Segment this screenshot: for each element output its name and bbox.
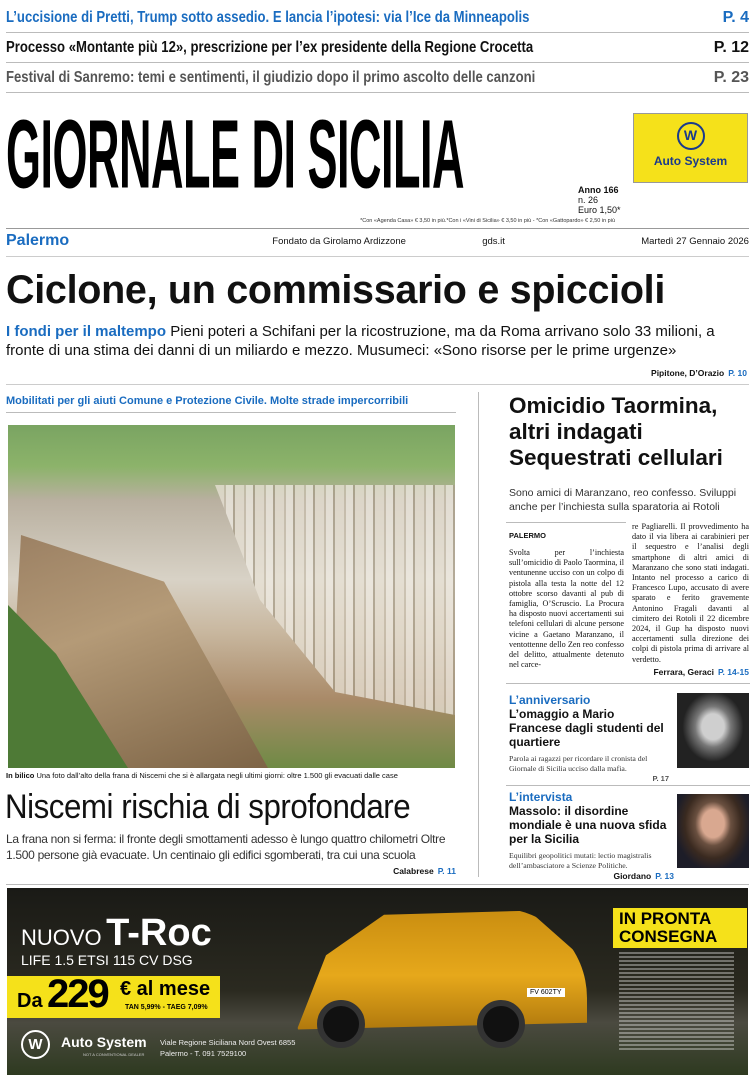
- teaser-page: P. 23: [713, 69, 749, 86]
- ad-price-banner: [7, 972, 220, 1018]
- taormina-byline: [653, 667, 749, 677]
- massolo-article[interactable]: [509, 790, 674, 881]
- taormina-col1: Svolta per l’inchiesta sull’omicidio di Paolo Taormina, il ventunenne ucciso con un colpo di pistola alla testa la notte del 12 ottobre scorso davanti al pub di famiglia, O’Scruscio. La Procura ha disposto nuovi accertamenti sui telefoni cellulari di alcune persone vicine a Gaetano Maranzano, il ventottenne dello Zen reo confesso del delitto, attualmente detenuto nel carce-: [509, 548, 624, 670]
- date: Martedì 27 Gennaio 2026: [641, 235, 749, 247]
- byline: [509, 871, 674, 881]
- vw-logo-icon: W: [677, 122, 705, 150]
- lead-byline: [651, 368, 747, 378]
- teaser-item[interactable]: [6, 3, 749, 33]
- teaser-page: P. 4: [722, 9, 749, 26]
- niscemi-kicker: Mobilitati per gli aiuti Comune e Protezione Civile. Molte strade impercorribili: [6, 395, 409, 407]
- ad-rates: TAN 5,99% - TAEG 7,09%: [125, 1004, 208, 1011]
- kicker: L’intervista: [509, 790, 573, 804]
- ad-brand: Auto System: [61, 1034, 147, 1050]
- author: Ferrara, Geraci: [653, 667, 714, 677]
- edition-info: [578, 185, 621, 215]
- info-bar: [6, 231, 749, 251]
- lead-headline[interactable]: Ciclone, un commissario e spiccioli: [6, 268, 666, 312]
- ad-da: Da: [17, 990, 43, 1012]
- headline: Massolo: il disordine mondiale è una nuova sfida per la Sicilia: [509, 804, 667, 846]
- teaser-text: Festival di Sanremo: temi e sentimenti, il giudizio dopo il primo ascolto delle canzoni: [6, 69, 536, 86]
- ad-per: € al mese: [120, 978, 211, 1000]
- caption-bold: In bilico: [6, 771, 35, 780]
- dateline: PALERMO: [509, 531, 546, 540]
- page-ref[interactable]: P. 13: [655, 871, 674, 881]
- summary: Equilibri geopolitici mutati: lectio magistralis dell’ambasciatore a Scienze Politiche.: [509, 851, 652, 870]
- kicker: L’anniversario: [509, 693, 591, 707]
- caption-text: Una foto dall’alto della frana di Niscemi che si è allargata negli ultimi giorni: oltre 1.500 gli evacuati dalle case: [36, 771, 398, 780]
- author: Pipitone, D’Orazio: [651, 368, 725, 378]
- niscemi-summary: La frana non si ferma: il fronte degli smottamenti adesso è lungo quattro chilometri Oltre 1.500 persone già evacuate. Un centinaio gli edifici sgomberati, tra cui una scuola: [6, 832, 446, 862]
- massolo-photo: [677, 794, 749, 868]
- ad-tagline: NOT A CONVENTIONAL DEALER: [83, 1052, 145, 1057]
- ad-phone: Palermo - T. 091 7529100: [160, 1049, 247, 1058]
- sponsor-name: Auto System: [653, 154, 728, 168]
- niscemi-byline: [300, 866, 456, 876]
- founder: Fondato da Girolamo Ardizzone: [272, 235, 406, 247]
- prezzo: Euro 1,50*: [578, 205, 621, 215]
- francese-article[interactable]: [509, 693, 669, 783]
- ad-price: 229: [47, 972, 108, 1016]
- lead-kicker: I fondi per il maltempo: [6, 323, 167, 340]
- vw-logo-icon: W: [21, 1030, 50, 1059]
- page-ref[interactable]: P. 10: [728, 368, 747, 378]
- headline: L’omaggio a Mario Francese dagli studenti del quartiere: [509, 707, 664, 749]
- page-ref[interactable]: P. 17: [652, 774, 669, 783]
- page-ref[interactable]: P. 11: [437, 866, 456, 876]
- teaser-page: P. 12: [713, 39, 749, 56]
- supplementi: *Con «Agenda Casa» € 3,50 in più.*Con i «Vini di Sicilia» € 3,50 in più - *Con «Gattopardo» € 2,50 in più: [360, 218, 615, 224]
- ad-fine-print: [619, 952, 734, 1052]
- author: Calabrese: [393, 866, 434, 876]
- ad-version: LIFE 1.5 ETSI 115 CV DSG: [21, 952, 193, 968]
- ad-nuovo: NUOVO: [21, 925, 102, 950]
- teaser-item[interactable]: [6, 33, 749, 63]
- anno: Anno 166: [578, 185, 619, 195]
- car-advertisement[interactable]: [7, 888, 748, 1075]
- lead-summary: [6, 322, 749, 360]
- ad-badge: IN PRONTA CONSEGNA: [613, 908, 747, 948]
- ad-plate: FV 602TY: [527, 988, 565, 997]
- taormina-col2: re Pagliarelli. Il provvedimento ha dato il via libera ai carabinieri per il sequestro e l’analisi degli smartphone di altri amici di Maranzano che sono stati indagati. Intanto nel processo a carico di Francesco Lupo, accusato di avere sparato e ferito gravemente Antonino Fragali davanti al cimitero dei Rotoli il 22 dicembre 2024, il Gup ha disposto nuovi accertamenti sulla direzione dei colpi di pistola prima di arrivare al verdetto.: [632, 522, 749, 664]
- ad-model: T-Roc: [106, 912, 212, 954]
- sponsor-box[interactable]: [633, 113, 748, 183]
- author: Giordano: [613, 871, 652, 881]
- teaser-item[interactable]: [6, 63, 749, 93]
- photo-caption: [6, 771, 398, 780]
- summary: Parola ai ragazzi per ricordare il cronista del Giornale di Sicilia ucciso dalla mafia.: [509, 754, 648, 773]
- city: Palermo: [6, 232, 70, 249]
- taormina-headline[interactable]: Omicidio Taormina, altri indagati Sequestrati cellulari: [509, 393, 723, 470]
- taormina-summary: Sono amici di Maranzano, reo confesso. Sviluppi anche per l’inchiesta sulla sparatoria ai Rotoli: [509, 487, 737, 513]
- teaser-text: Processo «Montante più 12», prescrizione per l’ex presidente della Regione Crocetta: [6, 39, 534, 56]
- niscemi-headline[interactable]: Niscemi rischia di sprofondare: [5, 788, 411, 826]
- masthead-title: GIORNALE DI SICILIA: [6, 101, 465, 210]
- page-ref[interactable]: P. 14-15: [717, 667, 749, 677]
- niscemi-photo[interactable]: [8, 425, 455, 768]
- site-link[interactable]: gds.it: [482, 235, 505, 247]
- ad-address: Viale Regione Siciliana Nord Ovest 6855: [160, 1038, 296, 1047]
- lead-text: Pieni poteri a Schifani per la ricostruzione, ma da Roma arrivano solo 33 milioni, a fronte di una stima dei danni di un miliardo e mezzo. Musumeci: «Sono risorse per le prime urgenze»: [6, 323, 715, 359]
- francese-photo: [677, 693, 749, 768]
- teaser-text: L’uccisione di Pretti, Trump sotto assedio. E lancia l’ipotesi: via l’Ice da Minneapolis: [6, 9, 530, 26]
- numero: n. 26: [578, 195, 599, 205]
